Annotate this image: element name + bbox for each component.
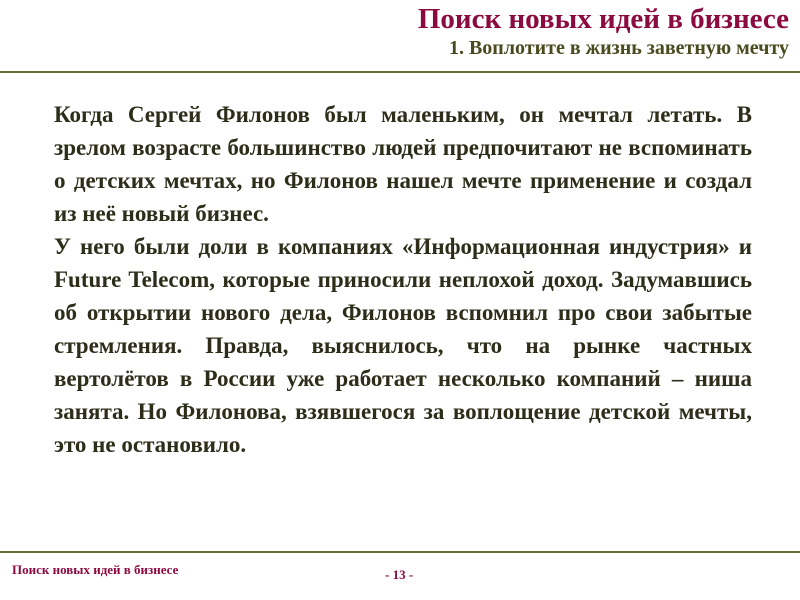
page-number: - 13 - <box>385 567 414 582</box>
footer-title: Поиск новых идей в бизнесе <box>12 562 179 577</box>
footer-divider <box>0 551 800 553</box>
slide-header <box>418 2 789 60</box>
body-paragraph-2: У него были доли в компаниях «Информационная индустрия» и Future Telecom, которые приносили неплохой доход. Задумавшись об открытии нового дела, Филонов вспомнил про свои забытые стремления. Правда, выяснилось, что на рынке частных вертолётов в России уже работает несколько компаний – ниша занята. Но Филонова, взявшегося за воплощение детской мечты, это не остановило. <box>54 234 752 457</box>
slide-body <box>54 98 752 461</box>
slide-subtitle: 1. Воплотите в жизнь заветную мечту <box>448 37 789 59</box>
body-paragraph-1: Когда Сергей Филонов был маленьким, он мечтал летать. В зрелом возрасте большинство людей предпочитают не вспоминать о детских мечтах, но Филонов нашел мечте применение и создал из неё новый бизнес. <box>54 102 752 226</box>
header-divider <box>0 71 800 73</box>
slide-title: Поиск новых идей в бизнесе <box>417 3 789 35</box>
